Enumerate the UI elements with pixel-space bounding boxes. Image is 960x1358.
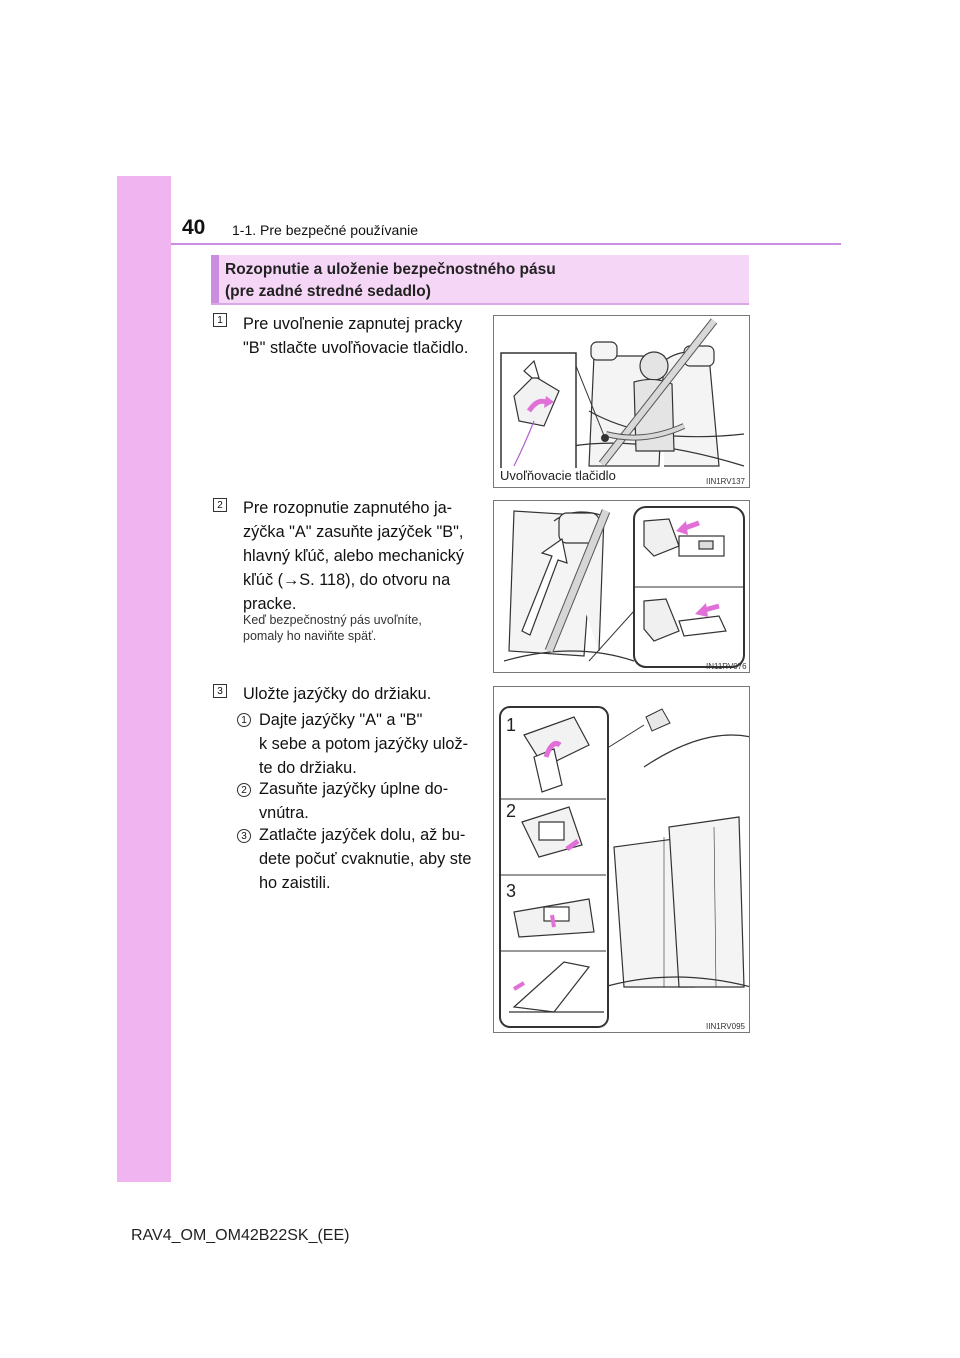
step-2-line-2: zýčka "A" zasuňte jazýček "B",: [243, 523, 464, 541]
step-1-line-2: "B" stlačte uvoľňovacie tlačidlo.: [243, 339, 469, 357]
figure-2-code: IN11RV076: [706, 662, 747, 671]
substep-1-line-1: Dajte jazýčky "A" a "B": [259, 711, 423, 729]
substep-2-number: 2: [237, 783, 251, 797]
substep-1-number: 1: [237, 713, 251, 727]
substep-3-line-1: Zatlačte jazýček dolu, až bu-: [259, 826, 466, 844]
step-3-text: [243, 682, 476, 706]
substep-1-text: [259, 708, 476, 780]
topic-box-accent: [211, 255, 219, 303]
step-2-note-line-2: pomaly ho naviňte späť.: [243, 629, 377, 643]
substep-3-text: [259, 823, 476, 895]
step-1-text: [243, 312, 476, 360]
figure-3-marker-2: 2: [506, 801, 517, 821]
substep-3-line-2: dete počuť cvaknutie, aby ste: [259, 850, 472, 868]
figure-1-code: IIN1RV137: [706, 477, 745, 486]
figure-1-label: Uvoľňovacie tlačidlo: [500, 468, 616, 483]
side-tab-strip: [117, 176, 171, 1182]
figure-3-marker-3: 3: [506, 881, 517, 901]
topic-title-line-2: (pre zadné stredné sedadlo): [225, 283, 431, 300]
substep-2-text: [259, 777, 476, 825]
step-1-line-1: Pre uvoľnenie zapnutej pracky: [243, 315, 463, 333]
figure-stow-tongues: [493, 686, 750, 1033]
step-2-line-1: Pre rozopnutie zapnutého ja-: [243, 499, 453, 517]
step-2-text: [243, 496, 476, 616]
figure-release-button: [493, 315, 750, 488]
step-2-note: [243, 612, 476, 644]
step-3-line-1: Uložte jazýčky do držiaku.: [243, 685, 432, 703]
stow-tongues-illustration: [494, 687, 750, 1033]
figure-3-code: IIN1RV095: [706, 1022, 745, 1031]
header-rule: [171, 243, 841, 245]
page-number: 40: [182, 216, 206, 239]
figure-unbuckle: [493, 500, 750, 673]
step-2-line-3: hlavný kľúč, alebo mechanický: [243, 547, 465, 565]
topic-title-line-1: Rozopnutie a uloženie bezpečnostného pásu: [225, 261, 556, 278]
substep-3-line-3: ho zaistili.: [259, 874, 331, 892]
rear-seat-belt-illustration: [494, 316, 750, 488]
step-2-line-4: kľúč (→S. 118), do otvoru na: [243, 571, 451, 589]
step-1-number: 1: [213, 313, 227, 327]
substep-3-number: 3: [237, 829, 251, 843]
document-footer: RAV4_OM_OM42B22SK_(EE): [131, 1227, 350, 1244]
substep-2-line-1: Zasuňte jazýčky úplne do-: [259, 780, 449, 798]
buckle-release-illustration: [494, 501, 750, 673]
step-2-number: 2: [213, 498, 227, 512]
step-2-note-line-1: Keď bezpečnostný pás uvoľníte,: [243, 613, 422, 627]
substep-1-line-3: te do držiaku.: [259, 759, 357, 777]
step-3-number: 3: [213, 684, 227, 698]
topic-box: [211, 255, 749, 305]
step-2-line-5: pracke.: [243, 595, 297, 613]
substep-1-line-2: k sebe a potom jazýčky ulož-: [259, 735, 469, 753]
section-title: 1-1. Pre bezpečné používanie: [232, 222, 419, 238]
figure-3-marker-1: 1: [506, 715, 517, 735]
substep-2-line-2: vnútra.: [259, 804, 309, 822]
